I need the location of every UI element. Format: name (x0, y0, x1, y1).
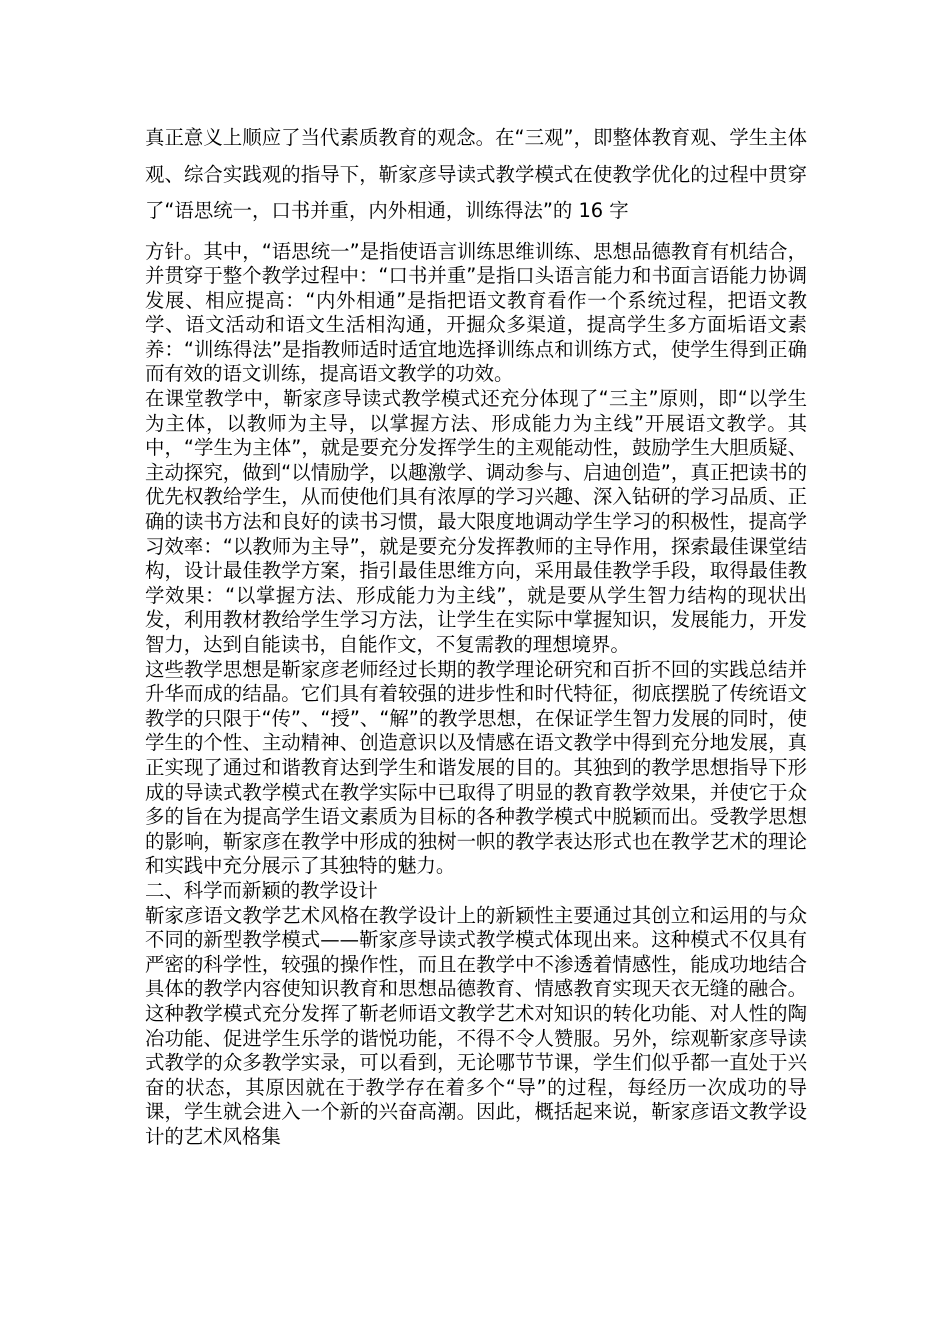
intro-paragraph: 真正意义上顺应了当代素质教育的观念。在“三观”，即整体教育观、学生主体观、综合实践观的指导下，靳家彦导读式教学模式在使教学优化的过程中贯穿了“语思统一，口书并重，内外相通，训练得法”的 16 字 (145, 126, 807, 222)
paragraph-three-principles: 在课堂教学中，靳家彦导读式教学模式还充分体现了“三主”原则，即“以学生为主体，以教师为主导，以掌握方法、形成能力为主线”开展语文教学。其中，“学生为主体”，就是要充分发挥学生的主观能动性，鼓励学生大胆质疑、主动探究，做到“以情励学，以趣激学、调动参与、启迪创造”，真正把读书的优先权教给学生，从而使他们具有浓厚的学习兴趣、深入钻研的学习品质、正确的读书方法和良好的读书习惯，最大限度地调动学生学习的积极性，提高学习效率：“以教师为主导”，就是要充分发挥教师的主导作用，探索最佳课堂结构，设计最佳教学方案，指引最佳思维方向，采用最佳教学手段，取得最佳教学效果：“以掌握方法、形成能力为主线”，就是要从学生智力结构的现状出发，利用教材教给学生学习方法，让学生在实际中掌握知识，发展能力，开发智力，达到自能读书，自能作文，不复需教的理想境界。 (145, 387, 807, 656)
paragraph-principles: 方针。其中，“语思统一”是指使语言训练思维训练、思想品德教育有机结合，并贯穿于整个教学过程中：“口书并重”是指口头语言能力和书面言语能力协调发展、相应提高：“内外相通”是指把语文教育看作一个系统过程，把语文教学、语文活动和语文生活相沟通，开掘众多渠道，提高学生多方面垢语文素养：“训练得法”是指教师适时适宜地选择训练点和训练方式，使学生得到正确而有效的语文训练，提高语文教学的功效。 (145, 239, 807, 386)
paragraph-teaching-thoughts: 这些教学思想是靳家彦老师经过长期的教学理论研究和百折不回的实践总结并升华而成的结晶。它们具有着较强的进步性和时代特征，彻底摆脱了传统语文教学的只限于“传”、“授”、“解”的教学思想，在保证学生智力发展的同时，使学生的个性、主动精神、创造意识以及情感在语文教学中得到充分地发展，真正实现了通过和谐教育达到学生和谐发展的目的。其独到的教学思想指导下形成的导读式教学模式在教学实际中已取得了明显的教育教学效果，并使它于众多的旨在为提高学生语文素质为目标的各种教学模式中脱颖而出。受教学思想的影响，靳家彦在教学中形成的独树一帜的教学表达形式也在教学艺术的理论和实践中充分展示了其独特的魅力。 (145, 657, 807, 878)
section-heading: 二、科学而新颖的教学设计 (145, 878, 378, 902)
paragraph-teaching-design: 靳家彦语文教学艺术风格在教学设计上的新颖性主要通过其创立和运用的与众不同的新型教学模式——靳家彦导读式教学模式体现出来。这种模式不仅具有严密的科学性，较强的操作性，而且在教学中不渗透着情感性，能成功地结合具体的教学内容使知识教育和思想品德教育、情感教育实现天衣无缝的融合。这种教学模式充分发挥了靳老师语文教学艺术对知识的转化功能、对人性的陶冶功能、促进学生乐学的谐悦功能，不得不令人赞服。另外，综观靳家彦导读式教学的众多教学实录，可以看到，无论哪节节课，学生们似乎都一直处于兴奋的状态，其原因就在于教学存在着多个“导”的过程，每经历一次成功的导课，学生就会进入一个新的兴奋高潮。因此，概括起来说，靳家彦语文教学设计的艺术风格集 (145, 903, 807, 1148)
document-page (145, 120, 807, 1149)
